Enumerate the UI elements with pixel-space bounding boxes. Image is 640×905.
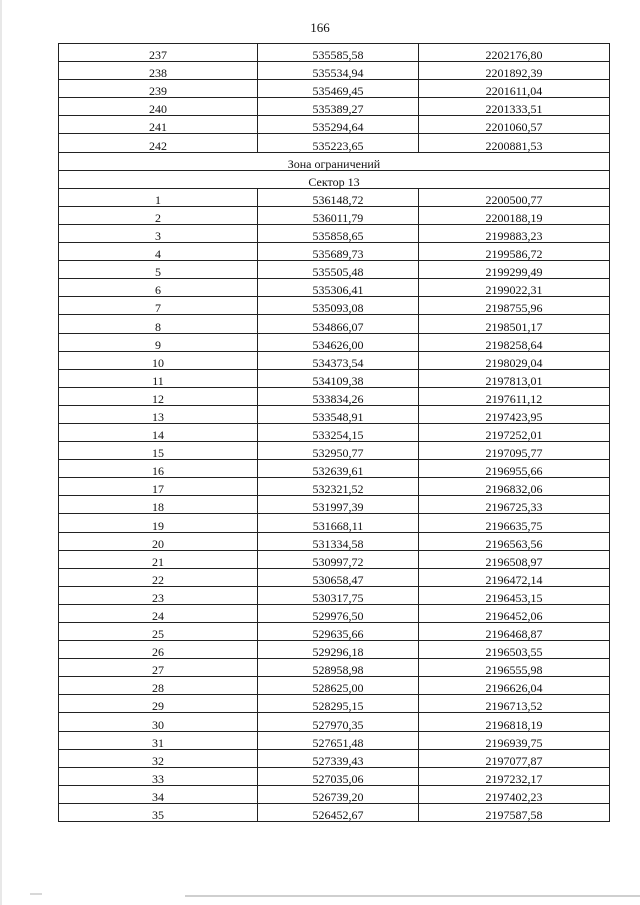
point-number-cell: 29 [59, 695, 258, 713]
y-coordinate-cell: 2197252,01 [419, 423, 610, 441]
x-coordinate-cell: 526739,20 [258, 785, 419, 803]
table-row [59, 568, 610, 586]
table-row [59, 478, 610, 496]
x-coordinate-cell: 534373,54 [258, 351, 419, 369]
x-coordinate-cell: 535689,73 [258, 243, 419, 261]
table-row [59, 586, 610, 604]
table-row [59, 297, 610, 315]
y-coordinate-cell: 2196555,98 [419, 659, 610, 677]
y-coordinate-cell: 2196508,97 [419, 550, 610, 568]
table-row [59, 423, 610, 441]
x-coordinate-cell: 529635,66 [258, 623, 419, 641]
y-coordinate-cell: 2200500,77 [419, 188, 610, 206]
y-coordinate-cell: 2199586,72 [419, 243, 610, 261]
x-coordinate-cell: 535505,48 [258, 261, 419, 279]
point-number-cell: 8 [59, 315, 258, 333]
page-number: 166 [310, 20, 330, 35]
sector-title: Сектор 13 [59, 170, 610, 188]
y-coordinate-cell: 2196563,56 [419, 532, 610, 550]
x-coordinate-cell: 528958,98 [258, 659, 419, 677]
table-row [59, 405, 610, 423]
table-row [59, 514, 610, 532]
table-body-bottom [59, 188, 610, 821]
point-number-cell: 24 [59, 604, 258, 622]
section-row [59, 152, 610, 170]
point-number-cell: 19 [59, 514, 258, 532]
x-coordinate-cell: 529296,18 [258, 641, 419, 659]
point-number-cell: 237 [59, 44, 258, 62]
y-coordinate-cell: 2196725,33 [419, 496, 610, 514]
table-row [59, 261, 610, 279]
x-coordinate-cell: 527035,06 [258, 767, 419, 785]
y-coordinate-cell: 2199022,31 [419, 279, 610, 297]
point-number-cell: 242 [59, 134, 258, 152]
table-row [59, 351, 610, 369]
y-coordinate-cell: 2196626,04 [419, 677, 610, 695]
table-row [59, 695, 610, 713]
table-row [59, 279, 610, 297]
table-row [59, 369, 610, 387]
point-number-cell: 4 [59, 243, 258, 261]
table-row [59, 550, 610, 568]
point-number-cell: 34 [59, 785, 258, 803]
point-number-cell: 1 [59, 188, 258, 206]
y-coordinate-cell: 2201060,57 [419, 116, 610, 134]
point-number-cell: 2 [59, 206, 258, 224]
point-number-cell: 22 [59, 568, 258, 586]
table-row [59, 677, 610, 695]
y-coordinate-cell: 2197402,23 [419, 785, 610, 803]
y-coordinate-cell: 2197095,77 [419, 442, 610, 460]
point-number-cell: 18 [59, 496, 258, 514]
table-row [59, 62, 610, 80]
table-row [59, 731, 610, 749]
table-row [59, 532, 610, 550]
y-coordinate-cell: 2198029,04 [419, 351, 610, 369]
table-row [59, 387, 610, 405]
point-number-cell: 13 [59, 405, 258, 423]
x-coordinate-cell: 532950,77 [258, 442, 419, 460]
table-row [59, 713, 610, 731]
point-number-cell: 9 [59, 333, 258, 351]
x-coordinate-cell: 534626,00 [258, 333, 419, 351]
table-row [59, 224, 610, 242]
y-coordinate-cell: 2199299,49 [419, 261, 610, 279]
y-coordinate-cell: 2201892,39 [419, 62, 610, 80]
section-title: Зона ограничений [59, 152, 610, 170]
page-bottom-rule [185, 895, 640, 897]
x-coordinate-cell: 530658,47 [258, 568, 419, 586]
point-number-cell: 3 [59, 224, 258, 242]
y-coordinate-cell: 2196452,06 [419, 604, 610, 622]
table-row [59, 641, 610, 659]
x-coordinate-cell: 527970,35 [258, 713, 419, 731]
x-coordinate-cell: 532321,52 [258, 478, 419, 496]
point-number-cell: 35 [59, 803, 258, 821]
y-coordinate-cell: 2196832,06 [419, 478, 610, 496]
table-row [59, 188, 610, 206]
x-coordinate-cell: 534109,38 [258, 369, 419, 387]
x-coordinate-cell: 535389,27 [258, 98, 419, 116]
table-row [59, 116, 610, 134]
point-number-cell: 11 [59, 369, 258, 387]
y-coordinate-cell: 2197611,12 [419, 387, 610, 405]
point-number-cell: 6 [59, 279, 258, 297]
table-row [59, 803, 610, 821]
x-coordinate-cell: 535223,65 [258, 134, 419, 152]
y-coordinate-cell: 2201611,04 [419, 80, 610, 98]
y-coordinate-cell: 2197587,58 [419, 803, 610, 821]
x-coordinate-cell: 535306,41 [258, 279, 419, 297]
table-row [59, 134, 610, 152]
table-row [59, 767, 610, 785]
y-coordinate-cell: 2196939,75 [419, 731, 610, 749]
point-number-cell: 20 [59, 532, 258, 550]
x-coordinate-cell: 530317,75 [258, 586, 419, 604]
point-number-cell: 12 [59, 387, 258, 405]
y-coordinate-cell: 2201333,51 [419, 98, 610, 116]
x-coordinate-cell: 528625,00 [258, 677, 419, 695]
x-coordinate-cell: 535093,08 [258, 297, 419, 315]
point-number-cell: 241 [59, 116, 258, 134]
x-coordinate-cell: 535534,94 [258, 62, 419, 80]
coordinates-table [58, 43, 610, 822]
x-coordinate-cell: 531668,11 [258, 514, 419, 532]
y-coordinate-cell: 2196453,15 [419, 586, 610, 604]
x-coordinate-cell: 536011,79 [258, 206, 419, 224]
x-coordinate-cell: 533254,15 [258, 423, 419, 441]
x-coordinate-cell: 536148,72 [258, 188, 419, 206]
point-number-cell: 32 [59, 749, 258, 767]
point-number-cell: 21 [59, 550, 258, 568]
table-row [59, 659, 610, 677]
y-coordinate-cell: 2202176,80 [419, 44, 610, 62]
table-row [59, 80, 610, 98]
y-coordinate-cell: 2197232,17 [419, 767, 610, 785]
y-coordinate-cell: 2200881,53 [419, 134, 610, 152]
scan-edge [0, 0, 2, 905]
y-coordinate-cell: 2196503,55 [419, 641, 610, 659]
point-number-cell: 23 [59, 586, 258, 604]
point-number-cell: 5 [59, 261, 258, 279]
table-row [59, 749, 610, 767]
x-coordinate-cell: 535858,65 [258, 224, 419, 242]
table-row [59, 44, 610, 62]
y-coordinate-cell: 2196818,19 [419, 713, 610, 731]
table-row [59, 206, 610, 224]
y-coordinate-cell: 2196472,14 [419, 568, 610, 586]
x-coordinate-cell: 535294,64 [258, 116, 419, 134]
point-number-cell: 31 [59, 731, 258, 749]
table-row [59, 496, 610, 514]
table-row [59, 604, 610, 622]
point-number-cell: 16 [59, 460, 258, 478]
x-coordinate-cell: 532639,61 [258, 460, 419, 478]
x-coordinate-cell: 530997,72 [258, 550, 419, 568]
x-coordinate-cell: 535469,45 [258, 80, 419, 98]
x-coordinate-cell: 526452,67 [258, 803, 419, 821]
table-row [59, 98, 610, 116]
x-coordinate-cell: 527339,43 [258, 749, 419, 767]
y-coordinate-cell: 2196955,66 [419, 460, 610, 478]
point-number-cell: 25 [59, 623, 258, 641]
x-coordinate-cell: 533548,91 [258, 405, 419, 423]
point-number-cell: 30 [59, 713, 258, 731]
scan-mark [30, 893, 42, 895]
table-row [59, 442, 610, 460]
x-coordinate-cell: 527651,48 [258, 731, 419, 749]
y-coordinate-cell: 2198258,64 [419, 333, 610, 351]
table-row [59, 460, 610, 478]
x-coordinate-cell: 528295,15 [258, 695, 419, 713]
table-body-top [59, 44, 610, 153]
point-number-cell: 10 [59, 351, 258, 369]
y-coordinate-cell: 2196635,75 [419, 514, 610, 532]
point-number-cell: 240 [59, 98, 258, 116]
y-coordinate-cell: 2198501,17 [419, 315, 610, 333]
table-row [59, 315, 610, 333]
x-coordinate-cell: 533834,26 [258, 387, 419, 405]
x-coordinate-cell: 531334,58 [258, 532, 419, 550]
x-coordinate-cell: 534866,07 [258, 315, 419, 333]
y-coordinate-cell: 2197077,87 [419, 749, 610, 767]
table-row [59, 623, 610, 641]
point-number-cell: 27 [59, 659, 258, 677]
table-section-header [59, 152, 610, 188]
sector-row [59, 170, 610, 188]
x-coordinate-cell: 531997,39 [258, 496, 419, 514]
y-coordinate-cell: 2198755,96 [419, 297, 610, 315]
x-coordinate-cell: 529976,50 [258, 604, 419, 622]
table-row [59, 243, 610, 261]
y-coordinate-cell: 2197423,95 [419, 405, 610, 423]
point-number-cell: 15 [59, 442, 258, 460]
y-coordinate-cell: 2196713,52 [419, 695, 610, 713]
y-coordinate-cell: 2200188,19 [419, 206, 610, 224]
point-number-cell: 33 [59, 767, 258, 785]
table-row [59, 333, 610, 351]
point-number-cell: 239 [59, 80, 258, 98]
table-row [59, 785, 610, 803]
point-number-cell: 26 [59, 641, 258, 659]
point-number-cell: 7 [59, 297, 258, 315]
y-coordinate-cell: 2196468,87 [419, 623, 610, 641]
point-number-cell: 17 [59, 478, 258, 496]
y-coordinate-cell: 2197813,01 [419, 369, 610, 387]
point-number-cell: 28 [59, 677, 258, 695]
point-number-cell: 238 [59, 62, 258, 80]
y-coordinate-cell: 2199883,23 [419, 224, 610, 242]
x-coordinate-cell: 535585,58 [258, 44, 419, 62]
point-number-cell: 14 [59, 423, 258, 441]
